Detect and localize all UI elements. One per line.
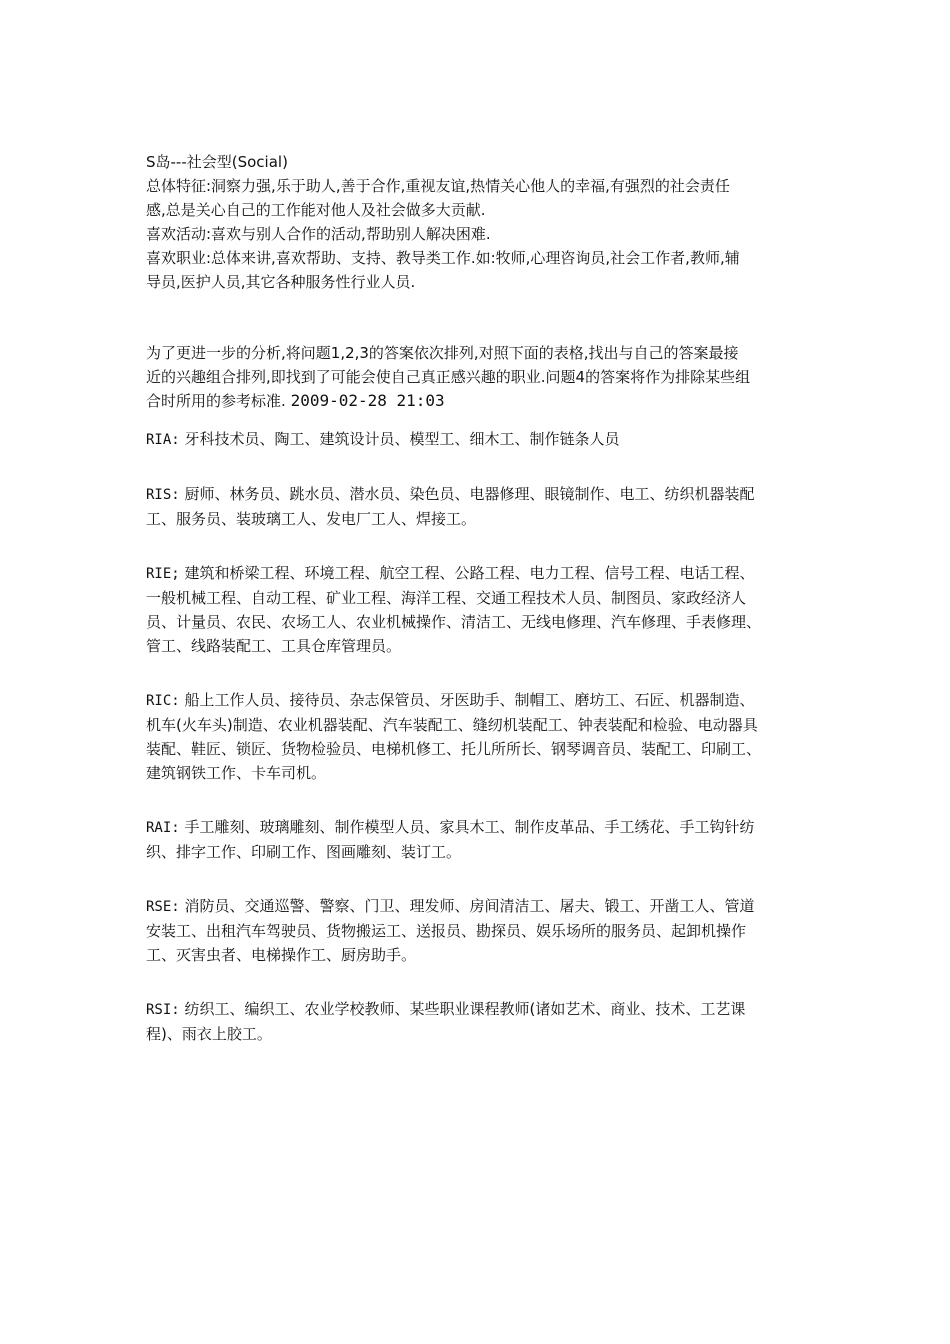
occupation-line	[146, 427, 806, 452]
occupation-text: 程)、雨衣上胶工。	[146, 1025, 272, 1043]
occupation-line	[146, 894, 806, 919]
occupation-code-label: RSI:	[146, 1002, 180, 1018]
occupation-code-entry	[146, 688, 806, 785]
occupation-code-label: RIC:	[146, 693, 180, 709]
social-heading: S岛---社会型(Social)	[146, 153, 288, 171]
occupation-line	[146, 840, 806, 864]
social-activities: 喜欢活动:喜欢与别人合作的活动,帮助别人解决困难.	[146, 225, 491, 243]
spacer	[146, 294, 806, 341]
social-jobs-line-2: 导员,医护人员,其它各种服务性行业人员.	[146, 273, 416, 291]
spacer	[146, 967, 806, 997]
spacer	[146, 531, 806, 561]
occupation-text: 牙科技术员、陶工、建筑设计员、模型工、细木工、制作链条人员	[184, 430, 620, 448]
occupation-line	[146, 561, 806, 586]
occupation-text: 一般机械工程、自动工程、矿业工程、海洋工程、交通工程技术人员、制图员、家政经济人	[146, 589, 747, 607]
intro-line-3-text: 合时所用的参考标准.	[146, 392, 286, 410]
occupation-line	[146, 761, 806, 785]
occupation-code-entry	[146, 894, 806, 967]
intro-line-3	[146, 389, 806, 413]
occupation-line	[146, 507, 806, 531]
occupation-text: 厨师、林务员、跳水员、潜水员、染色员、电器修理、眼镜制作、电工、纺织机器装配	[184, 485, 755, 503]
intro-paragraph	[146, 341, 806, 413]
occupation-text: 管工、线路装配工、工具仓库管理员。	[146, 637, 402, 655]
spacer	[146, 413, 806, 427]
occupation-line	[146, 586, 806, 610]
document-page	[146, 150, 806, 1046]
occupation-code-list	[146, 427, 806, 1046]
occupation-text: 消防员、交通巡警、警察、门卫、理发师、房间清洁工、屠夫、锻工、开凿工人、管道	[184, 897, 755, 915]
occupation-text: 安装工、出租汽车驾驶员、货物搬运工、送报员、勘探员、娱乐场所的服务员、起卸机操作	[146, 922, 747, 940]
occupation-text: 手工雕刻、玻璃雕刻、制作模型人员、家具木工、制作皮革品、手工绣花、手工钩针纺	[184, 818, 755, 836]
occupation-code-entry	[146, 815, 806, 864]
spacer	[146, 452, 806, 482]
occupation-text: 装配、鞋匠、锁匠、货物检验员、电梯机修工、托儿所所长、钢琴调音员、装配工、印刷工、	[146, 740, 762, 758]
intro-line-2: 近的兴趣组合排列,即找到了可能会使自己真正感兴趣的职业.问题4的答案将作为排除某些组	[146, 368, 751, 386]
occupation-line	[146, 610, 806, 634]
spacer	[146, 864, 806, 894]
occupation-code-entry	[146, 997, 806, 1046]
spacer	[146, 658, 806, 688]
occupation-line	[146, 815, 806, 840]
social-features-line-2: 感,总是关心自己的工作能对他人及社会做多大贡献.	[146, 201, 486, 219]
social-section	[146, 150, 806, 294]
occupation-text: 纺织工、编织工、农业学校教师、某些职业课程教师(诸如艺术、商业、技术、工艺课	[184, 1000, 746, 1018]
occupation-text: 工、灭害虫者、电梯操作工、厨房助手。	[146, 946, 417, 964]
occupation-code-entry	[146, 427, 806, 452]
occupation-line	[146, 482, 806, 507]
occupation-text: 织、排字工作、印刷工作、图画雕刻、装订工。	[146, 843, 462, 861]
occupation-line	[146, 737, 806, 761]
occupation-text: 机车(火车头)制造、农业机器装配、汽车装配工、缝纫机装配工、钟表装配和检验、电动器具	[146, 716, 758, 734]
post-timestamp: 2009-02-28 21:03	[290, 391, 445, 410]
occupation-line	[146, 634, 806, 658]
occupation-text: 建筑钢铁工作、卡车司机。	[146, 764, 327, 782]
occupation-line	[146, 997, 806, 1022]
occupation-code-label: RIS:	[146, 487, 180, 503]
intro-line-1: 为了更进一步的分析,将问题1,2,3的答案依次排列,对照下面的表格,找出与自己的答案最接	[146, 344, 739, 362]
occupation-line	[146, 943, 806, 967]
occupation-code-label: RAI:	[146, 820, 180, 836]
occupation-code-label: RIA:	[146, 432, 180, 448]
occupation-code-entry	[146, 561, 806, 658]
occupation-code-label: RIE;	[146, 566, 180, 582]
occupation-line	[146, 919, 806, 943]
occupation-line	[146, 688, 806, 713]
occupation-code-label: RSE:	[146, 899, 180, 915]
occupation-code-entry	[146, 482, 806, 531]
social-features-line-1: 总体特征:洞察力强,乐于助人,善于合作,重视友谊,热情关心他人的幸福,有强烈的社会责任	[146, 177, 730, 195]
occupation-text: 工、服务员、装玻璃工人、发电厂工人、焊接工。	[146, 510, 477, 528]
occupation-text: 船上工作人员、接待员、杂志保管员、牙医助手、制帽工、磨坊工、石匠、机器制造、	[184, 691, 755, 709]
occupation-line	[146, 713, 806, 737]
social-jobs-line-1: 喜欢职业:总体来讲,喜欢帮助、支持、教导类工作.如:牧师,心理咨询员,社会工作者,教师,辅	[146, 249, 740, 267]
occupation-text: 建筑和桥梁工程、环境工程、航空工程、公路工程、电力工程、信号工程、电话工程、	[184, 564, 755, 582]
spacer	[146, 785, 806, 815]
occupation-line	[146, 1022, 806, 1046]
occupation-text: 员、计量员、农民、农场工人、农业机械操作、清洁工、无线电修理、汽车修理、手表修理、	[146, 613, 762, 631]
